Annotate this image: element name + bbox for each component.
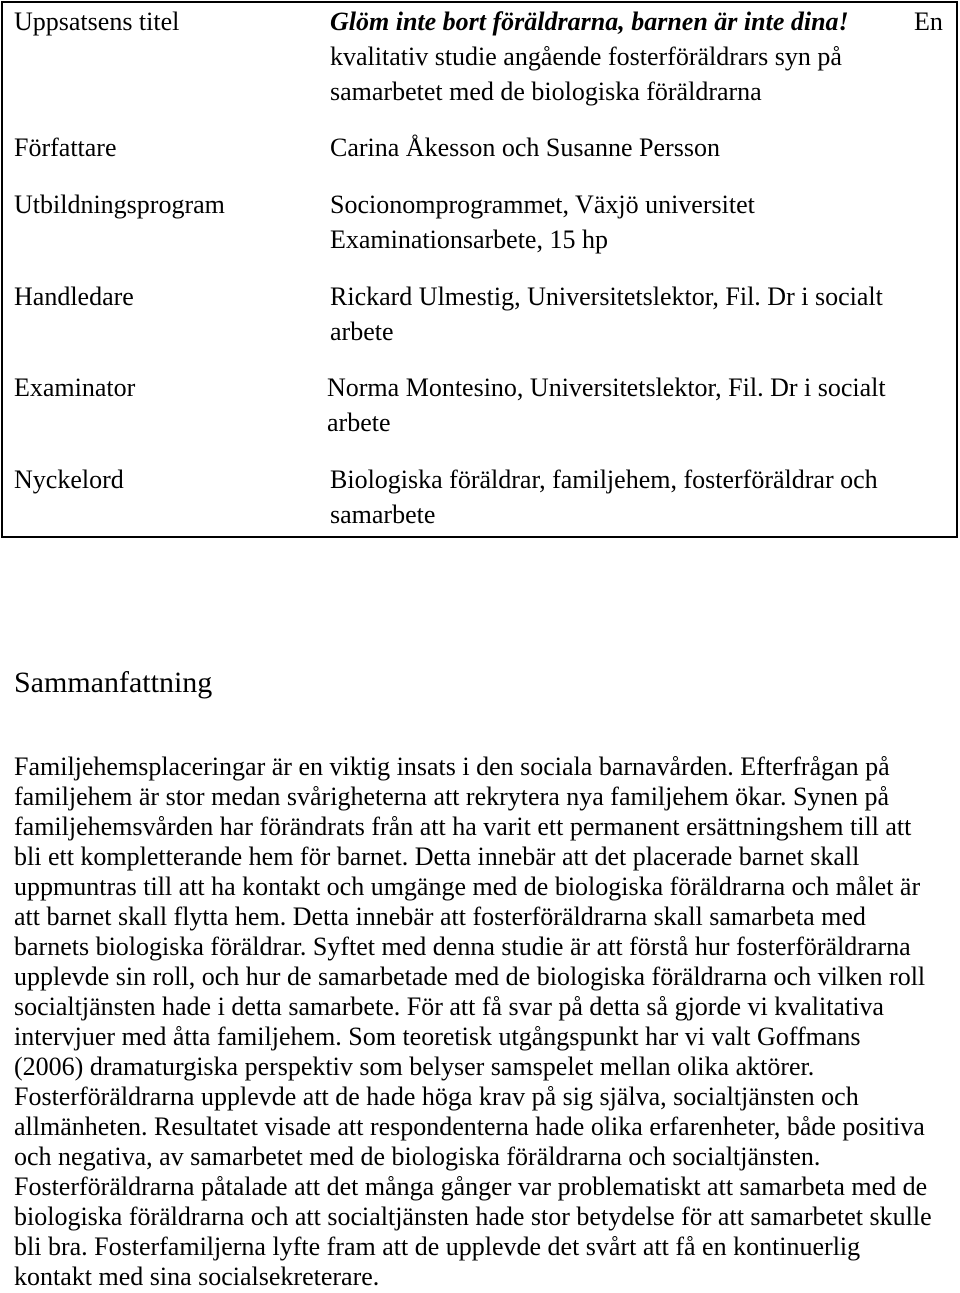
thesis-info-table [0, 0, 960, 540]
examiner-label: Examinator [14, 373, 136, 402]
supervisor-value [330, 279, 883, 349]
examiner-value [327, 370, 886, 440]
authors-value [330, 130, 720, 165]
examiner-line-2: arbete [327, 408, 391, 437]
authors-line: Carina Åkesson och Susanne Persson [330, 133, 720, 162]
keywords-line-1: Biologiska föräldrar, familjehem, fosterföräldrar och [330, 465, 878, 494]
summary-line: Fosterföräldrarna påtalade att det många gånger var problematiskt att samarbeta med de [14, 1172, 928, 1201]
summary-line: allmänheten. Resultatet visade att respondenterna hade olika erfarenheter, både positiva [14, 1112, 925, 1141]
thesis-title-line-1 [330, 4, 849, 39]
keywords-label: Nyckelord [14, 465, 124, 494]
thesis-main-title: Glöm inte bort föräldrarna, barnen är inte dina! [330, 7, 849, 36]
summary-line: bli bra. Fosterfamiljerna lyfte fram att de upplevde det svårt att få en kontinuerlig [14, 1232, 861, 1261]
thesis-subtitle-line-2: kvalitativ studie angående fosterföräldrars syn på [330, 42, 842, 71]
summary-line: att barnet skall flytta hem. Detta innebär att fosterföräldrarna skall samarbeta med [14, 902, 866, 931]
examiner-line-1: Norma Montesino, Universitetslektor, Fil. Dr i socialt [327, 373, 886, 402]
authors-label: Författare [14, 133, 117, 162]
supervisor-label: Handledare [14, 282, 134, 311]
title-label: Uppsatsens titel [14, 7, 180, 36]
summary-line: familjehem är stor medan svårigheterna att rekrytera nya familjehem ökar. Synen på [14, 782, 889, 811]
supervisor-line-1: Rickard Ulmestig, Universitetslektor, Fil. Dr i socialt [330, 282, 883, 311]
summary-line: familjehemsvården har förändrats från att ha varit ett permanent ersättningshem till att [14, 812, 912, 841]
keywords-value [330, 462, 878, 532]
thesis-subtitle-line-3: samarbetet med de biologiska föräldrarna [330, 77, 762, 106]
keywords-line-2: samarbete [330, 500, 436, 529]
summary-line: och negativa, av samarbetet med de biologiska föräldrarna och socialtjänsten. [14, 1142, 821, 1171]
summary-heading: Sammanfattning [14, 666, 213, 699]
summary-line: barnets biologiska föräldrar. Syftet med denna studie är att förstå hur fosterföräldrarna [14, 932, 911, 961]
thesis-subtitle-start: En [914, 7, 943, 36]
thesis-title [330, 4, 849, 109]
summary-line: biologiska föräldrarna och att socialtjänsten hade stor betydelse för att samarbetet skulle [14, 1202, 932, 1231]
summary-line: Fosterföräldrarna upplevde att de hade höga krav på sig själva, socialtjänsten och [14, 1082, 859, 1111]
summary-line: uppmuntras till att ha kontakt och umgänge med de biologiska föräldrarna och målet är [14, 872, 921, 901]
program-label: Utbildningsprogram [14, 190, 225, 219]
program-line-2: Examinationsarbete, 15 hp [330, 225, 608, 254]
summary-line: upplevde sin roll, och hur de samarbetade med de biologiska föräldrarna och vilken roll [14, 962, 926, 991]
summary-line: kontakt med sina socialsekreterare. [14, 1262, 380, 1291]
summary-line: bli ett kompletterande hem för barnet. Detta innebär att det placerade barnet skall [14, 842, 860, 871]
summary-paragraph [14, 752, 954, 1292]
program-line-1: Socionomprogrammet, Växjö universitet [330, 190, 755, 219]
summary-section [14, 665, 954, 1292]
summary-line: socialtjänsten hade i detta samarbete. För att få svar på detta så gjorde vi kvalitativa [14, 992, 884, 1021]
supervisor-line-2: arbete [330, 317, 394, 346]
summary-line: intervjuer med åtta familjehem. Som teoretisk utgångspunkt har vi valt Goffmans [14, 1022, 861, 1051]
program-value [330, 187, 755, 257]
summary-line: (2006) dramaturgiska perspektiv som belyser samspelet mellan olika aktörer. [14, 1052, 815, 1081]
summary-line: Familjehemsplaceringar är en viktig insats i den sociala barnavården. Efterfrågan på [14, 752, 890, 781]
